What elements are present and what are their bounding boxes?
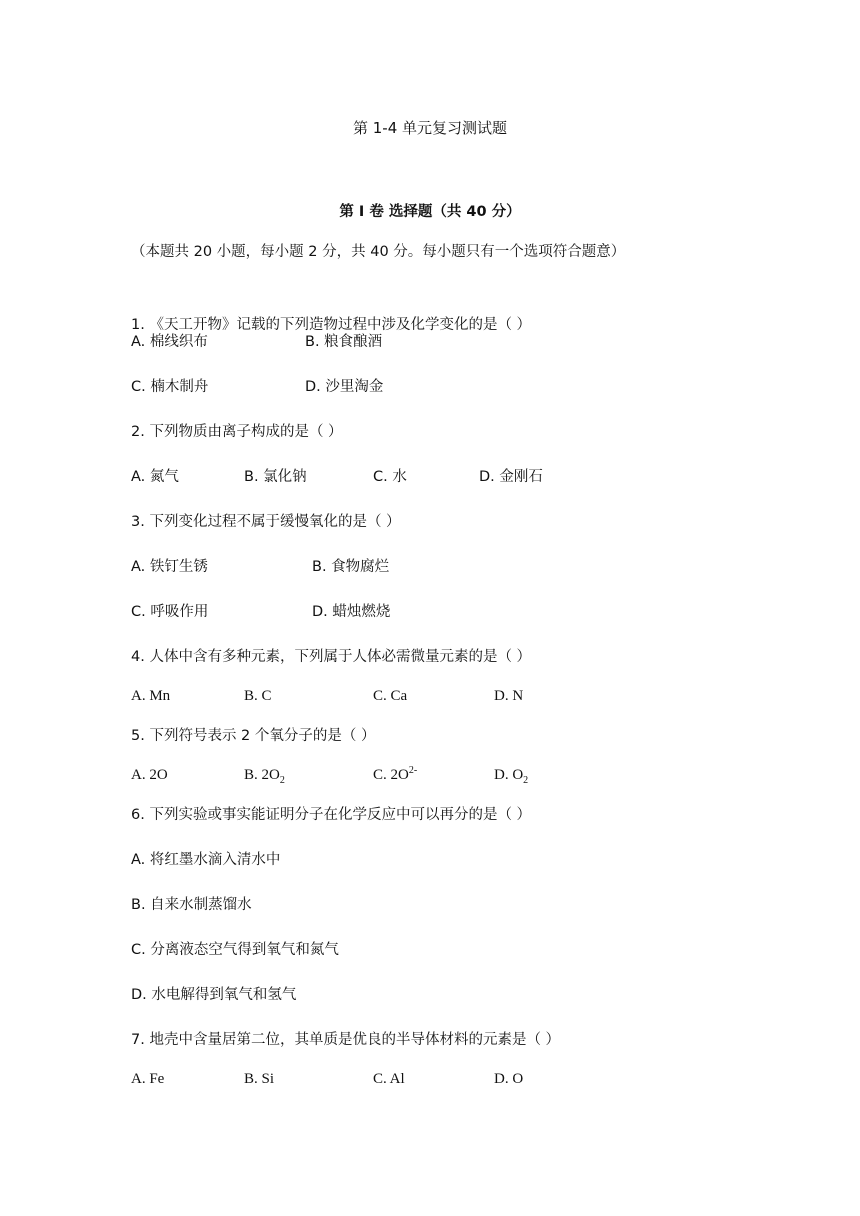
question-4-option-a: A. Mn — [131, 688, 171, 704]
question-1-option-b: B. 粮食酿酒 — [305, 334, 383, 350]
question-5-option-d-text: D. O — [494, 767, 524, 783]
question-7-option-a: A. Fe — [131, 1071, 165, 1087]
question-6-option-c: C. 分离液态空气得到氧气和氮气 — [131, 942, 339, 958]
question-4-option-d: D. N — [494, 688, 524, 704]
question-4-option-b: B. C — [244, 688, 272, 704]
page-title: 第 1-4 单元复习测试题 — [352, 119, 508, 137]
section-instructions: （本题共 20 小题，每小题 2 分，共 40 分。每小题只有一个选项符合题意） — [131, 244, 626, 260]
question-3-option-b: B. 食物腐烂 — [312, 559, 390, 575]
question-6-stem: 6. 下列实验或事实能证明分子在化学反应中可以再分的是（ ） — [131, 807, 532, 823]
question-7-option-b: B. Si — [244, 1071, 275, 1087]
question-3-option-c: C. 呼吸作用 — [131, 604, 209, 620]
question-5-stem: 5. 下列符号表示 2 个氧分子的是（ ） — [131, 728, 376, 744]
question-7-option-c: C. Al — [373, 1071, 405, 1087]
question-6-option-b: B. 自来水制蒸馏水 — [131, 897, 252, 913]
question-3-option-d: D. 蜡烛燃烧 — [312, 604, 391, 620]
question-2-option-d: D. 金刚石 — [479, 469, 543, 485]
question-1-option-d: D. 沙里淘金 — [305, 379, 384, 395]
question-5-option-b — [244, 767, 285, 786]
question-5-option-d — [494, 767, 529, 786]
question-2-option-a: A. 氮气 — [131, 469, 179, 485]
question-4-option-c: C. Ca — [373, 688, 408, 704]
question-7-stem: 7. 地壳中含量居第二位，其单质是优良的半导体材料的元素是（ ） — [131, 1032, 561, 1048]
question-1-option-a: A. 棉线织布 — [131, 334, 208, 350]
question-5-option-c-text: C. 2O — [373, 767, 409, 783]
question-5-option-b-text: B. 2O — [244, 767, 280, 783]
question-6-option-a: A. 将红墨水滴入清水中 — [131, 852, 281, 868]
question-3-stem: 3. 下列变化过程不属于缓慢氧化的是（ ） — [131, 514, 401, 530]
question-4-stem: 4. 人体中含有多种元素，下列属于人体必需微量元素的是（ ） — [131, 649, 532, 665]
question-2-option-c: C. 水 — [373, 469, 407, 485]
question-2-option-b: B. 氯化钠 — [244, 469, 307, 485]
question-2-stem: 2. 下列物质由离子构成的是（ ） — [131, 424, 343, 440]
question-5-option-b-subscript: 2 — [279, 775, 285, 786]
question-3-option-a: A. 铁钉生锈 — [131, 559, 208, 575]
question-1-stem: 1. 《天工开物》记载的下列造物过程中涉及化学变化的是（ ） — [131, 317, 532, 333]
question-1-option-c: C. 楠木制舟 — [131, 379, 209, 395]
question-5-option-d-subscript: 2 — [523, 775, 529, 786]
question-5-option-c-superscript: 2- — [408, 765, 418, 776]
question-7-option-d: D. O — [494, 1071, 524, 1087]
section-heading: 第 I 卷 选择题（共 40 分） — [339, 204, 521, 220]
question-6-option-d: D. 水电解得到氧气和氢气 — [131, 987, 297, 1003]
question-5-option-c — [373, 765, 418, 783]
question-5-option-a: A. 2O — [131, 767, 168, 783]
